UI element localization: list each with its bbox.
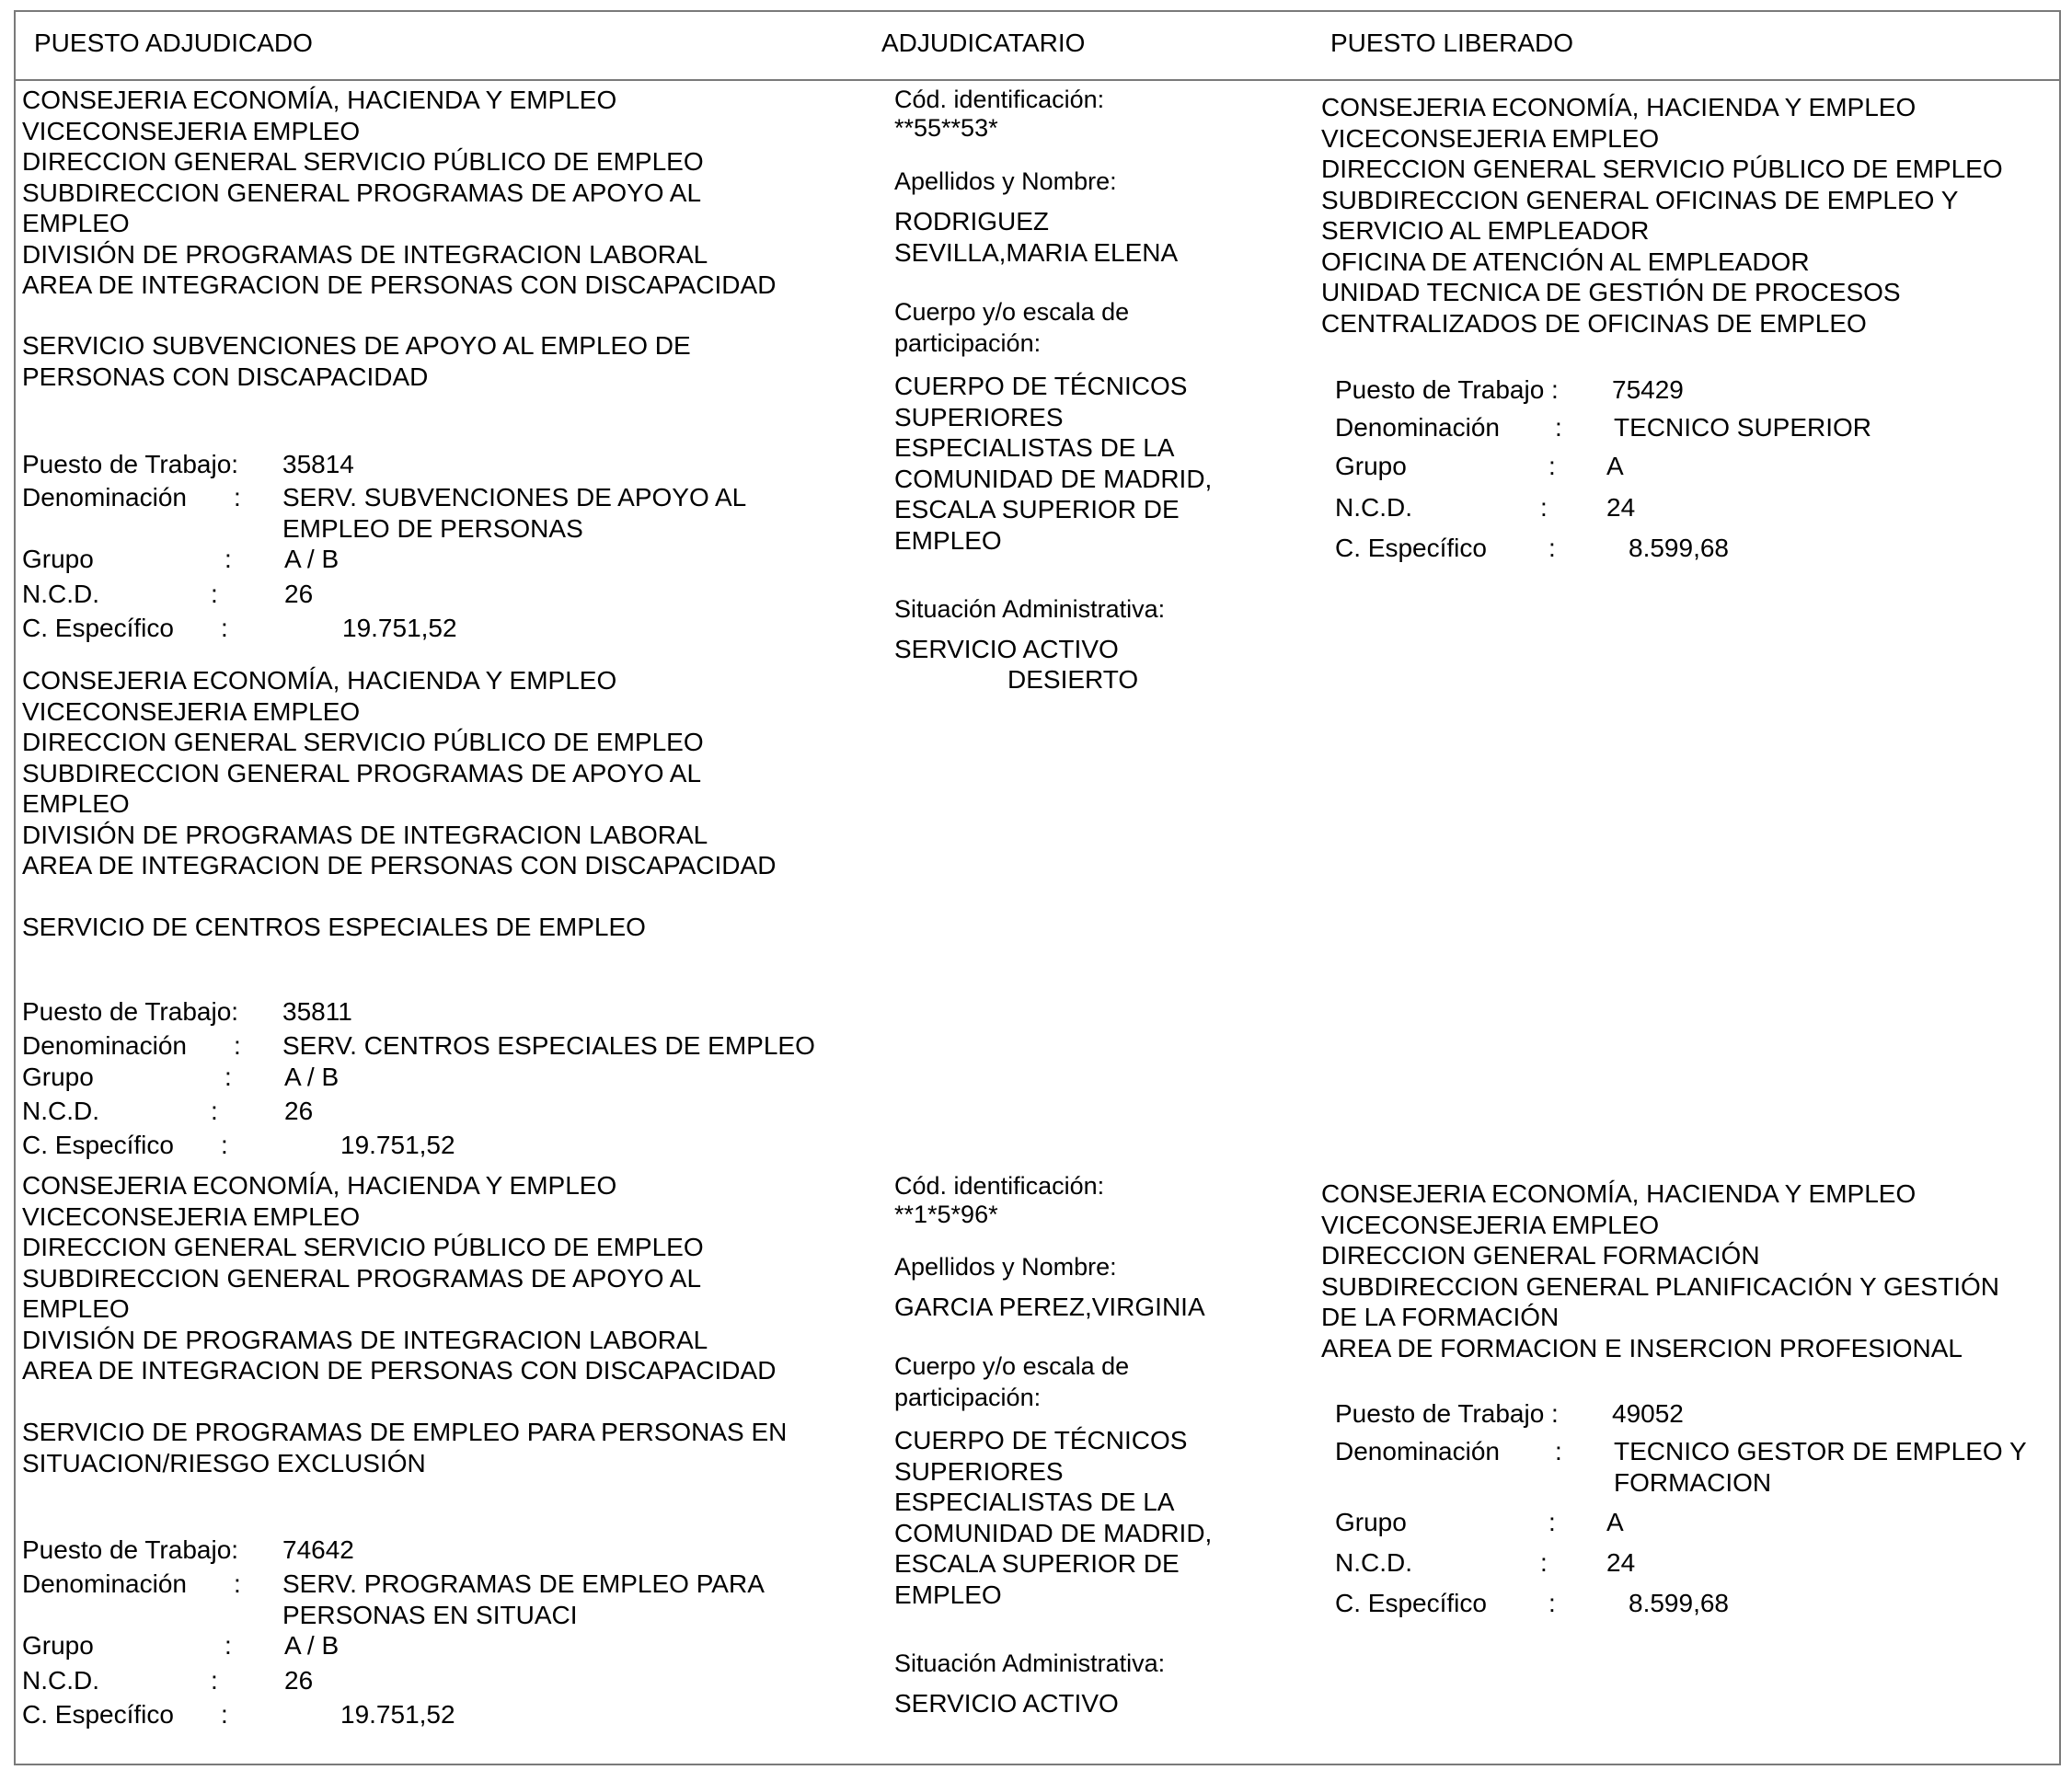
row1-denominacion-label: Denominación <box>22 483 187 511</box>
row1-puesto-value: 35814 <box>282 450 354 478</box>
row1-awarded-service: SERVICIO SUBVENCIONES DE APOYO AL EMPLEO DE PERSONAS CON DISCAPACIDAD <box>22 331 691 391</box>
row1-freed-grupo-colon: : <box>1548 452 1556 480</box>
row1-freed-puesto-value: 75429 <box>1612 375 1684 404</box>
row1-name-label: Apellidos y Nombre: <box>894 167 1117 195</box>
row3-status-value: SERVICIO ACTIVO <box>894 1689 1119 1718</box>
row3-freed-puesto-value: 49052 <box>1612 1399 1684 1428</box>
row1-freed-ncd-value: 24 <box>1606 493 1636 522</box>
row2-ncd-colon: : <box>211 1097 218 1125</box>
row3-awarded-org: CONSEJERIA ECONOMÍA, HACIENDA Y EMPLEO VICECONSEJERIA EMPLEO DIRECCION GENERAL SERVICIO PÚBLICO DE EMPLEO SUBDIRECCION GENERAL PROGRAMAS DE APOYO AL EMPLEO DIVISIÓN DE PROGRAMAS DE INTEGRACION LABORAL AREA DE INTEGRACION DE PERSONAS CON DISCAPACIDAD <box>22 1171 777 1385</box>
row1-freed-ncd-label: N.C.D. <box>1335 493 1412 522</box>
row1-status-label: Situación Administrativa: <box>894 595 1166 623</box>
row1-freed-especifico-value: 8.599,68 <box>1629 534 1729 562</box>
row1-puesto-label: Puesto de Trabajo: <box>22 450 239 478</box>
row1-grupo-value: A / B <box>284 545 340 573</box>
row2-grupo-colon: : <box>224 1063 232 1091</box>
row1-ncd-value: 26 <box>284 580 314 608</box>
row3-especifico-colon: : <box>221 1700 228 1729</box>
row3-body-label: Cuerpo y/o escala de participación: <box>894 1352 1130 1411</box>
row3-freed-denominacion-label: Denominación <box>1335 1437 1500 1465</box>
row3-body-value: CUERPO DE TÉCNICOS SUPERIORES ESPECIALISTAS DE LA COMUNIDAD DE MADRID, ESCALA SUPERIOR DE EMPLEO <box>894 1426 1213 1609</box>
header-puesto-adjudicado: PUESTO ADJUDICADO <box>34 29 313 57</box>
row2-awarded-service: SERVICIO DE CENTROS ESPECIALES DE EMPLEO <box>22 913 646 941</box>
row3-id-code-label: Cód. identificación: <box>894 1172 1105 1200</box>
row2-puesto-label: Puesto de Trabajo: <box>22 997 239 1026</box>
row1-awarded-org: CONSEJERIA ECONOMÍA, HACIENDA Y EMPLEO VICECONSEJERIA EMPLEO DIRECCION GENERAL SERVICIO PÚBLICO DE EMPLEO SUBDIRECCION GENERAL PROGRAMAS DE APOYO AL EMPLEO DIVISIÓN DE PROGRAMAS DE INTEGRACION LABORAL AREA DE INTEGRACION DE PERSONAS CON DISCAPACIDAD <box>22 86 777 299</box>
row3-name-label: Apellidos y Nombre: <box>894 1253 1117 1281</box>
row3-freed-grupo-label: Grupo <box>1335 1508 1407 1536</box>
row1-grupo-colon: : <box>224 545 232 573</box>
row1-especifico-label: C. Específico <box>22 614 174 642</box>
row2-grupo-value: A / B <box>284 1063 340 1091</box>
row3-freed-puesto-label: Puesto de Trabajo : <box>1335 1399 1559 1428</box>
row2-ncd-label: N.C.D. <box>22 1097 99 1125</box>
row3-ncd-label: N.C.D. <box>22 1666 99 1695</box>
row3-puesto-value: 74642 <box>282 1535 354 1564</box>
header-divider <box>14 79 2061 81</box>
row1-freed-denominacion-label: Denominación <box>1335 413 1500 442</box>
row1-freed-grupo-value: A <box>1606 452 1624 480</box>
row3-denominacion-colon: : <box>234 1569 241 1598</box>
row3-freed-denominacion-colon: : <box>1555 1437 1562 1465</box>
row1-name-value: RODRIGUEZ SEVILLA,MARIA ELENA <box>894 207 1179 267</box>
row3-freed-especifico-colon: : <box>1548 1589 1556 1617</box>
row1-body-value: CUERPO DE TÉCNICOS SUPERIORES ESPECIALISTAS DE LA COMUNIDAD DE MADRID, ESCALA SUPERIOR DE EMPLEO <box>894 372 1213 555</box>
row1-ncd-colon: : <box>211 580 218 608</box>
header-adjudicatario: ADJUDICATARIO <box>881 29 1086 57</box>
row1-freed-especifico-label: C. Específico <box>1335 534 1487 562</box>
row2-awarded-org: CONSEJERIA ECONOMÍA, HACIENDA Y EMPLEO VICECONSEJERIA EMPLEO DIRECCION GENERAL SERVICIO PÚBLICO DE EMPLEO SUBDIRECCION GENERAL PROGRAMAS DE APOYO AL EMPLEO DIVISIÓN DE PROGRAMAS DE INTEGRACION LABORAL AREA DE INTEGRACION DE PERSONAS CON DISCAPACIDAD <box>22 666 777 879</box>
row2-denominacion-value: SERV. CENTROS ESPECIALES DE EMPLEO <box>282 1031 815 1060</box>
row3-especifico-label: C. Específico <box>22 1700 174 1729</box>
row2-ncd-value: 26 <box>284 1097 314 1125</box>
row1-especifico-colon: : <box>221 614 228 642</box>
row1-especifico-value: 19.751,52 <box>342 614 457 642</box>
row3-freed-especifico-value: 8.599,68 <box>1629 1589 1729 1617</box>
row3-freed-ncd-label: N.C.D. <box>1335 1548 1412 1577</box>
row2-especifico-colon: : <box>221 1131 228 1159</box>
row2-deserted-value: DESIERTO <box>1007 665 1139 694</box>
row1-grupo-label: Grupo <box>22 545 94 573</box>
row3-denominacion-value: SERV. PROGRAMAS DE EMPLEO PARA PERSONAS EN SITUACI <box>282 1569 765 1629</box>
row3-denominacion-label: Denominación <box>22 1569 187 1598</box>
row1-freed-especifico-colon: : <box>1548 534 1556 562</box>
row3-freed-ncd-colon: : <box>1540 1548 1548 1577</box>
row1-freed-puesto-label: Puesto de Trabajo : <box>1335 375 1559 404</box>
row2-denominacion-colon: : <box>234 1031 241 1060</box>
row1-freed-org: CONSEJERIA ECONOMÍA, HACIENDA Y EMPLEO VICECONSEJERIA EMPLEO DIRECCION GENERAL SERVICIO PÚBLICO DE EMPLEO SUBDIRECCION GENERAL OFICINAS DE EMPLEO Y SERVICIO AL EMPLEADOR OFICINA DE ATENCIÓN AL EMPLEADOR UNIDAD TECNICA DE GESTIÓN DE PROCESOS CENTRALIZADOS DE OFICINAS DE EMPLEO <box>1321 93 2003 338</box>
row2-denominacion-label: Denominación <box>22 1031 187 1060</box>
row1-body-label: Cuerpo y/o escala de participación: <box>894 298 1130 357</box>
row1-denominacion-colon: : <box>234 483 241 511</box>
row3-status-label: Situación Administrativa: <box>894 1649 1166 1677</box>
row1-freed-denominacion-colon: : <box>1555 413 1562 442</box>
row2-especifico-value: 19.751,52 <box>340 1131 455 1159</box>
row3-ncd-value: 26 <box>284 1666 314 1695</box>
row3-grupo-colon: : <box>224 1631 232 1660</box>
row3-grupo-label: Grupo <box>22 1631 94 1660</box>
row3-id-code-value: **1*5*96* <box>894 1201 998 1228</box>
row3-freed-org: CONSEJERIA ECONOMÍA, HACIENDA Y EMPLEO VICECONSEJERIA EMPLEO DIRECCION GENERAL FORMACIÓN SUBDIRECCION GENERAL PLANIFICACIÓN Y GESTIÓN DE LA FORMACIÓN AREA DE FORMACION E INSERCION PROFESIONAL <box>1321 1179 1999 1362</box>
row3-freed-grupo-value: A <box>1606 1508 1624 1536</box>
row3-freed-grupo-colon: : <box>1548 1508 1556 1536</box>
row1-denominacion-value: SERV. SUBVENCIONES DE APOYO AL EMPLEO DE PERSONAS <box>282 483 747 543</box>
row3-freed-especifico-label: C. Específico <box>1335 1589 1487 1617</box>
row2-puesto-value: 35811 <box>282 997 352 1026</box>
row1-ncd-label: N.C.D. <box>22 580 99 608</box>
row1-id-code-label: Cód. identificación: <box>894 86 1105 113</box>
header-puesto-liberado: PUESTO LIBERADO <box>1330 29 1574 57</box>
row3-especifico-value: 19.751,52 <box>340 1700 455 1729</box>
row3-freed-ncd-value: 24 <box>1606 1548 1636 1577</box>
row1-id-code-value: **55**53* <box>894 114 998 142</box>
row1-freed-denominacion-value: TECNICO SUPERIOR <box>1614 413 1872 442</box>
row3-name-value: GARCIA PEREZ,VIRGINIA <box>894 1293 1205 1321</box>
row2-especifico-label: C. Específico <box>22 1131 174 1159</box>
row3-puesto-label: Puesto de Trabajo: <box>22 1535 239 1564</box>
row3-grupo-value: A / B <box>284 1631 340 1660</box>
row3-ncd-colon: : <box>211 1666 218 1695</box>
row1-status-value: SERVICIO ACTIVO <box>894 635 1119 663</box>
row2-grupo-label: Grupo <box>22 1063 94 1091</box>
row1-freed-ncd-colon: : <box>1540 493 1548 522</box>
row3-freed-denominacion-value: TECNICO GESTOR DE EMPLEO Y FORMACION <box>1614 1437 2027 1497</box>
row3-awarded-service: SERVICIO DE PROGRAMAS DE EMPLEO PARA PERSONAS EN SITUACION/RIESGO EXCLUSIÓN <box>22 1418 788 1477</box>
row1-freed-grupo-label: Grupo <box>1335 452 1407 480</box>
